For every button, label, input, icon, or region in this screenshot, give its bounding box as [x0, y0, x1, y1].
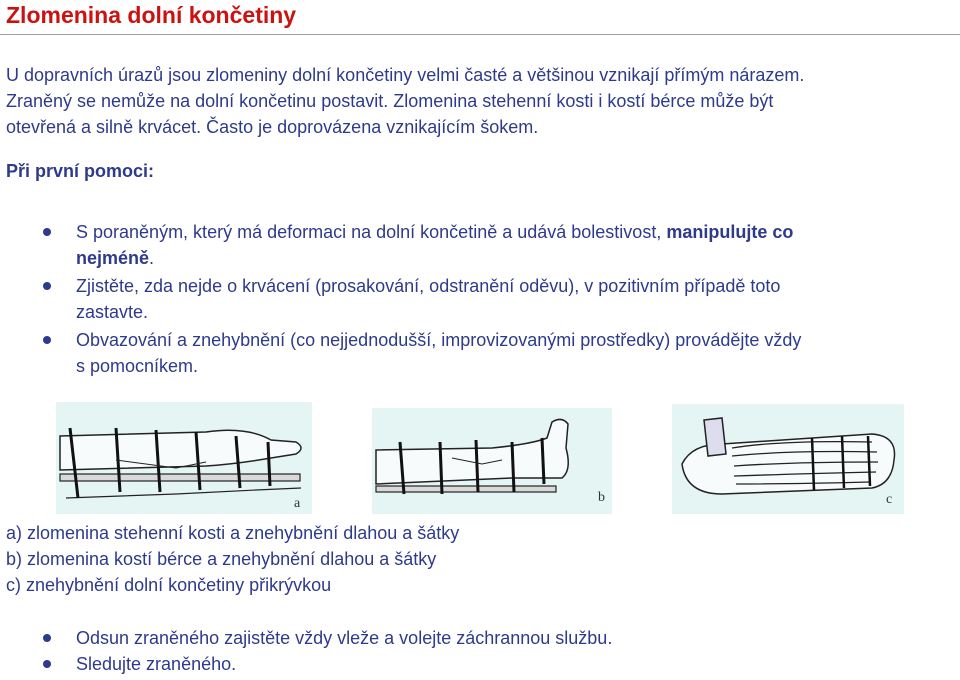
list-item	[6, 273, 956, 325]
bullet-icon	[43, 336, 51, 344]
caption-a: a) zlomenina stehenní kosti a znehybnění dlahou a šátky	[6, 523, 460, 543]
list-item-text: .	[149, 248, 155, 268]
bullet-icon	[43, 634, 51, 642]
intro-line-2: Zraněný se nemůže na dolní končetinu postavit. Zlomenina stehenní kosti i kostí bérce může být	[6, 91, 774, 111]
list-item-line: s pomocníkem.	[76, 356, 199, 376]
list-item	[6, 327, 956, 379]
figure-letter-b: b	[598, 490, 605, 505]
figure-letter-a: a	[294, 496, 301, 511]
list-item-emphasis: manipulujte co	[666, 222, 794, 242]
bullet-icon	[43, 282, 51, 290]
list-item-line: zastavte.	[76, 302, 149, 322]
list-item-line	[76, 219, 956, 245]
leg-splint-drawing-c	[672, 404, 904, 514]
leg-splint-drawing-b	[372, 408, 612, 514]
leg-splint-drawing-a	[56, 402, 312, 514]
illustration-femur-splint	[56, 402, 312, 514]
caption-b: b) zlomenina kostí bérce a znehybnění dlahou a šátky	[6, 549, 437, 569]
list-item-line: Sledujte zraněného.	[76, 654, 237, 674]
first-aid-heading: Při první pomoci:	[6, 161, 155, 181]
list-item-line	[76, 245, 956, 271]
list-item-line: Odsun zraněného zajistěte vždy vleže a volejte záchrannou službu.	[76, 628, 613, 648]
intro-line-3: otevřená a silně krvácet. Často je doprovázena vznikajícím šokem.	[6, 117, 539, 137]
caption-c: c) znehybnění dolní končetiny přikrývkou	[6, 575, 332, 595]
page-title: Zlomenina dolní končetiny	[6, 2, 297, 28]
list-item-text: S poraněným, který má deformaci na dolní končetině a udává bolestivost,	[76, 222, 667, 242]
list-item	[6, 625, 956, 651]
list-item	[6, 651, 956, 677]
list-item-line: Obvazování a znehybnění (co nejjednodušší, improvizovanými prostředky) provádějte vždy	[76, 330, 802, 350]
illustration-blanket-splint	[672, 404, 904, 514]
list-item-emphasis: nejméně	[76, 248, 150, 268]
bullet-icon	[43, 228, 51, 236]
figure-captions	[6, 520, 956, 598]
figure-letter-c: c	[886, 492, 893, 507]
title-divider	[0, 34, 960, 35]
intro-line-1: U dopravních úrazů jsou zlomeniny dolní končetiny velmi časté a většinou vznikají přímým nárazem.	[6, 65, 805, 85]
final-instructions-list	[6, 625, 956, 677]
list-item	[6, 219, 956, 271]
list-item-line: Zjistěte, zda nejde o krvácení (prosakování, odstranění oděvu), v pozitivním případě toto	[76, 276, 781, 296]
bullet-icon	[43, 660, 51, 668]
first-aid-list	[6, 219, 956, 381]
illustration-shin-splint	[372, 408, 612, 514]
intro-paragraph	[6, 62, 956, 140]
